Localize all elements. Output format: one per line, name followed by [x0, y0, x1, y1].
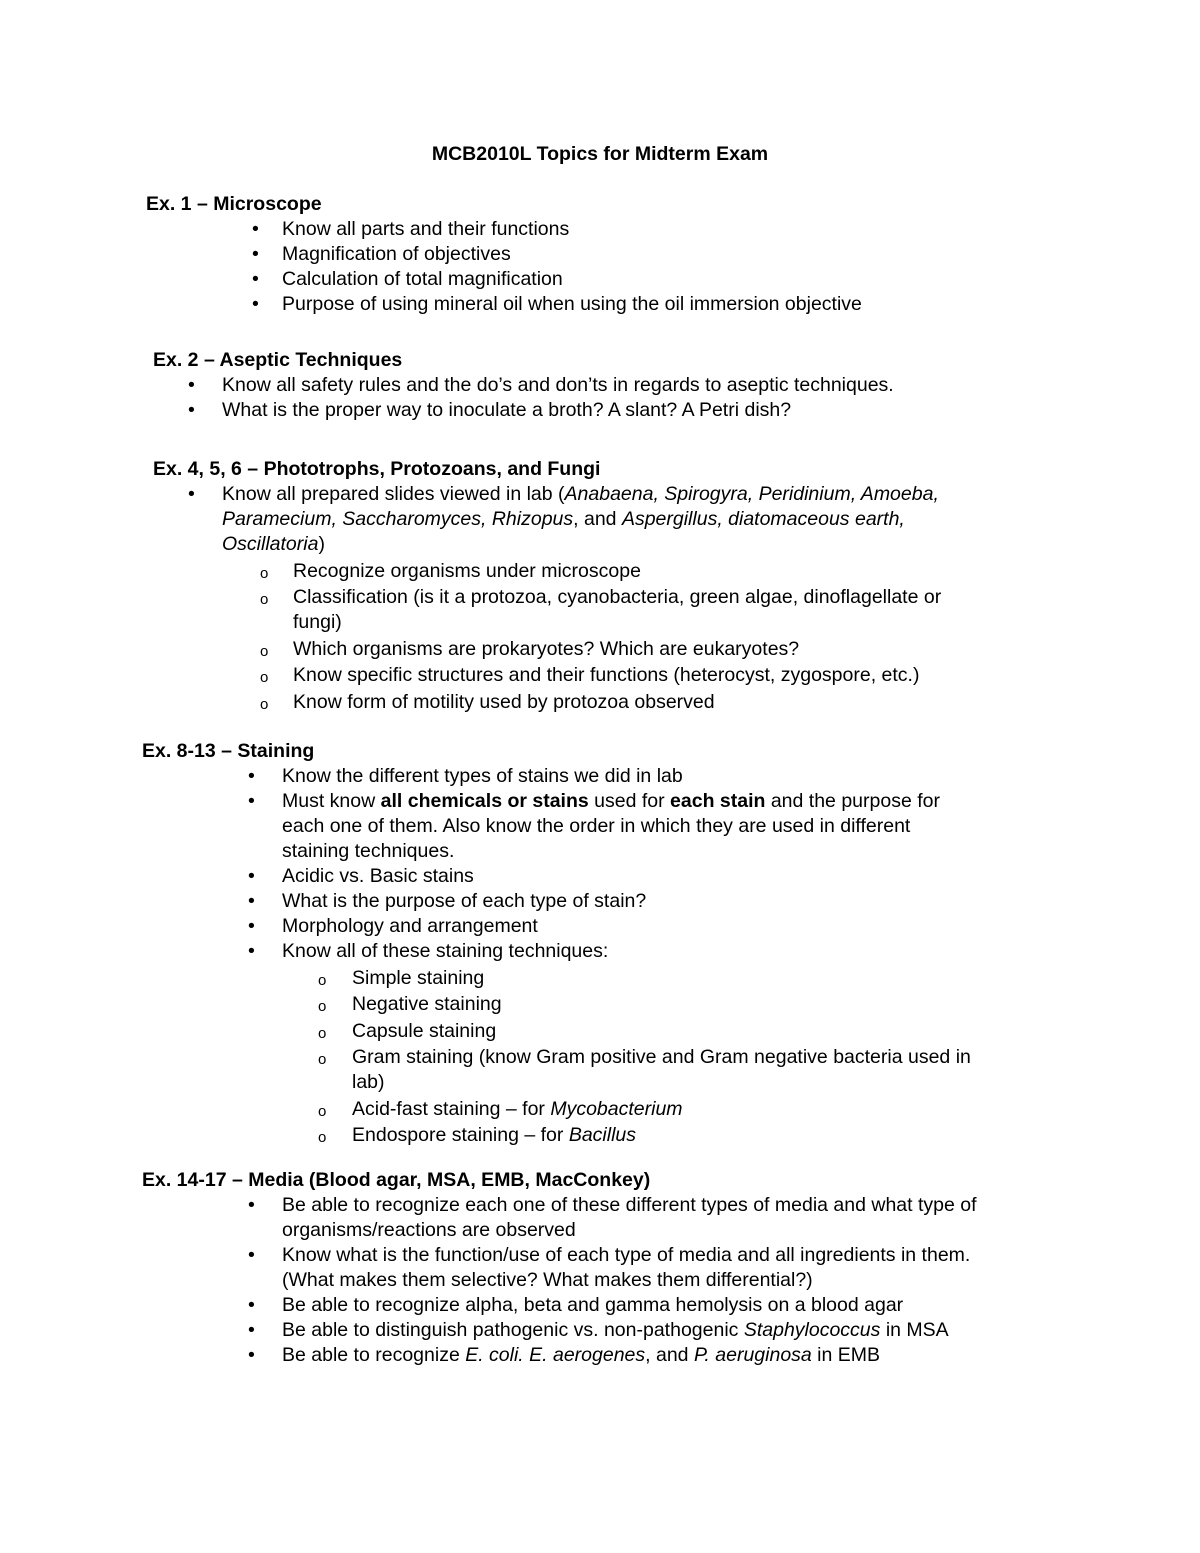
text-run: Endospore staining – for [352, 1124, 569, 1146]
bullet-list [0, 373, 1200, 423]
sub-bullet-icon: o [260, 591, 269, 608]
list-item [0, 864, 1200, 889]
item-text [282, 1318, 1200, 1343]
item-text [282, 789, 1200, 864]
list-item [0, 373, 1200, 398]
text-run: , and [573, 508, 622, 530]
section-heading: Ex. 14-17 – Media (Blood agar, MSA, EMB, MacConkey) [142, 1169, 651, 1191]
bullet-icon: • [252, 293, 259, 315]
section [0, 739, 1200, 1148]
sub-list-item [318, 1097, 1200, 1122]
section-heading: Ex. 2 – Aseptic Techniques [153, 349, 403, 371]
sub-bullet-icon: o [318, 1102, 327, 1120]
bullet-icon: • [248, 1194, 255, 1216]
list-item [0, 242, 1200, 267]
list-item [0, 267, 1200, 292]
list-item [0, 1318, 1200, 1343]
item-text: What is the proper way to inoculate a broth? A slant? A Petri dish? [222, 399, 792, 421]
text-run: Classification (is it a protozoa, cyanobacteria, green algae, dinoflagellate or [293, 586, 942, 608]
list-item [0, 1343, 1200, 1368]
list-item [0, 217, 1200, 242]
bullet-icon: • [252, 218, 259, 240]
list-item [0, 482, 1200, 715]
sub-bullet-icon: o [260, 564, 269, 582]
bullet-icon: • [248, 915, 255, 937]
sub-bullet-icon: o [318, 1129, 327, 1146]
item-line [282, 1343, 1200, 1368]
bold-text-run: each stain [670, 790, 766, 812]
text-run: Be able to distinguish pathogenic vs. non-pathogenic [282, 1319, 744, 1341]
italic-text-run: Mycobacterium [550, 1097, 683, 1120]
text-run: , and [645, 1344, 694, 1366]
sub-list-item [318, 1045, 1200, 1095]
text-run: Know what is the function/use of each type of media and all ingredients in them. [282, 1244, 971, 1266]
item-text: Morphology and arrangement [282, 915, 538, 937]
item-line [282, 789, 1200, 814]
sub-bullet-icon: o [260, 642, 269, 660]
item-text: Calculation of total magnification [282, 268, 563, 290]
item-text: What is the purpose of each type of stain? [282, 890, 647, 912]
item-line [282, 814, 1200, 839]
sub-list-item [260, 559, 1200, 584]
bullet-icon: • [248, 790, 255, 812]
italic-text-run: Anabaena, Spirogyra, Peridinium, Amoeba, [564, 483, 939, 505]
item-text [222, 482, 1200, 557]
item-text: Capsule staining [352, 1019, 497, 1042]
item-line [282, 1243, 1200, 1268]
item-text: Know form of motility used by protozoa observed [293, 690, 715, 713]
bullet-icon: • [248, 1319, 255, 1341]
item-text: Which organisms are prokaryotes? Which are eukaryotes? [293, 637, 800, 660]
text-run: organisms/reactions are observed [282, 1219, 576, 1241]
text-run: staining techniques. [282, 840, 455, 862]
text-run: in EMB [811, 1344, 881, 1366]
item-text [282, 1193, 1200, 1243]
item-text: Be able to recognize alpha, beta and gamma hemolysis on a blood agar [282, 1294, 904, 1316]
list-item [0, 292, 1200, 317]
section [0, 348, 1200, 423]
item-line [282, 1193, 1200, 1218]
sub-bullet-icon: o [260, 669, 269, 686]
sub-list-item [260, 663, 1200, 688]
italic-text-run: Oscillatoria [222, 533, 319, 555]
sub-list-item [318, 992, 1200, 1017]
item-line [293, 610, 1200, 635]
bullet-list [0, 764, 1200, 1148]
sub-list-item [260, 637, 1200, 662]
bullet-icon: • [188, 483, 195, 505]
item-text: Know all safety rules and the do’s and don’ts in regards to aseptic techniques. [222, 374, 894, 396]
item-text: Know all parts and their functions [282, 218, 570, 240]
item-text: Know the different types of stains we did in lab [282, 765, 683, 787]
item-line [222, 507, 1200, 532]
item-line [282, 1218, 1200, 1243]
bullet-icon: • [252, 243, 259, 265]
sub-list-item [318, 1019, 1200, 1044]
bullet-icon: • [248, 765, 255, 787]
text-run: each one of them. Also know the order in which they are used in different [282, 815, 911, 837]
sub-list-item [260, 690, 1200, 715]
section-heading: Ex. 4, 5, 6 – Phototrophs, Protozoans, and Fungi [153, 458, 601, 480]
item-text [352, 1097, 1200, 1122]
list-item [0, 1243, 1200, 1293]
text-run: Acid-fast staining – for [352, 1097, 551, 1120]
item-line [282, 1268, 1200, 1293]
text-run: ) [318, 533, 325, 555]
section [0, 457, 1200, 715]
sub-list-item [260, 585, 1200, 635]
item-line [352, 1070, 1200, 1095]
item-text: Know specific structures and their functions (heterocyst, zygospore, etc.) [293, 664, 920, 686]
item-line [352, 1045, 1200, 1070]
list-item [0, 764, 1200, 789]
text-run: Be able to recognize each one of these different types of media and what type of [282, 1194, 977, 1216]
bullet-icon: • [188, 399, 195, 421]
italic-text-run: E. coli. E. aerogenes [465, 1344, 646, 1366]
item-line [282, 839, 1200, 864]
document-title: MCB2010L Topics for Midterm Exam [431, 143, 769, 165]
text-run: fungi) [293, 611, 342, 633]
item-text [282, 1243, 1200, 1293]
list-item [0, 1293, 1200, 1318]
bullet-icon: • [248, 1294, 255, 1316]
item-text [352, 1045, 1200, 1095]
list-item [0, 1193, 1200, 1243]
item-text: Acidic vs. Basic stains [282, 865, 474, 887]
item-text [293, 585, 1200, 635]
sub-bullet-icon: o [260, 695, 269, 713]
section [0, 1168, 1200, 1368]
sub-bullet-icon: o [318, 1024, 327, 1042]
item-line [293, 585, 1200, 610]
italic-text-run: Aspergillus, diatomaceous earth, [621, 508, 905, 530]
item-text: Simple staining [352, 966, 485, 989]
text-run: (What makes them selective? What makes them differential?) [282, 1269, 813, 1291]
text-run: Must know [282, 790, 381, 812]
bullet-icon: • [248, 940, 255, 962]
item-text: Know all of these staining techniques: [282, 940, 609, 962]
text-run: Be able to recognize [282, 1344, 466, 1366]
item-text: Purpose of using mineral oil when using the oil immersion objective [282, 293, 862, 315]
bullet-icon: • [248, 865, 255, 887]
text-run: lab) [352, 1071, 385, 1093]
item-line [222, 532, 1200, 557]
italic-text-run: P. aeruginosa [693, 1344, 812, 1366]
bold-text-run: all chemicals or stains [380, 790, 589, 812]
item-text: Negative staining [352, 993, 502, 1015]
bullet-icon: • [248, 890, 255, 912]
text-run: used for [588, 790, 671, 812]
bullet-icon: • [248, 1244, 255, 1266]
italic-text-run: Bacillus [568, 1124, 637, 1146]
bullet-icon: • [248, 1344, 255, 1366]
item-line [222, 482, 1200, 507]
list-item [0, 398, 1200, 423]
list-item [0, 914, 1200, 939]
italic-text-run: Paramecium, Saccharomyces, Rhizopus [222, 508, 574, 530]
sub-bullet-icon: o [318, 998, 327, 1015]
section [0, 192, 1200, 317]
item-line [352, 1123, 1200, 1148]
text-run: Gram staining (know Gram positive and Gram negative bacteria used in [352, 1046, 971, 1068]
item-text [352, 1123, 1200, 1148]
sub-list-item [318, 1123, 1200, 1148]
italic-text-run: Staphylococcus [743, 1319, 881, 1341]
text-run: and the purpose for [765, 790, 940, 812]
list-item [0, 789, 1200, 864]
bullet-icon: • [252, 268, 259, 290]
sub-list-item [318, 966, 1200, 991]
bullet-list [0, 1193, 1200, 1368]
bullet-list [0, 217, 1200, 317]
item-text: Magnification of objectives [282, 243, 511, 265]
section-heading: Ex. 1 – Microscope [146, 193, 322, 215]
sub-bullet-icon: o [318, 971, 327, 989]
item-line [282, 1318, 1200, 1343]
sub-bullet-icon: o [318, 1051, 327, 1068]
list-item [0, 939, 1200, 1148]
item-line [352, 1097, 1200, 1122]
bullet-list [0, 482, 1200, 715]
section-heading: Ex. 8-13 – Staining [142, 740, 315, 762]
list-item [0, 889, 1200, 914]
item-text: Recognize organisms under microscope [293, 559, 641, 582]
text-run: Know all prepared slides viewed in lab ( [222, 483, 565, 505]
text-run: in MSA [880, 1319, 949, 1341]
item-text [282, 1343, 1200, 1368]
sub-bullet-list [318, 966, 1200, 1149]
bullet-icon: • [188, 374, 195, 396]
sub-bullet-list [260, 559, 1200, 715]
